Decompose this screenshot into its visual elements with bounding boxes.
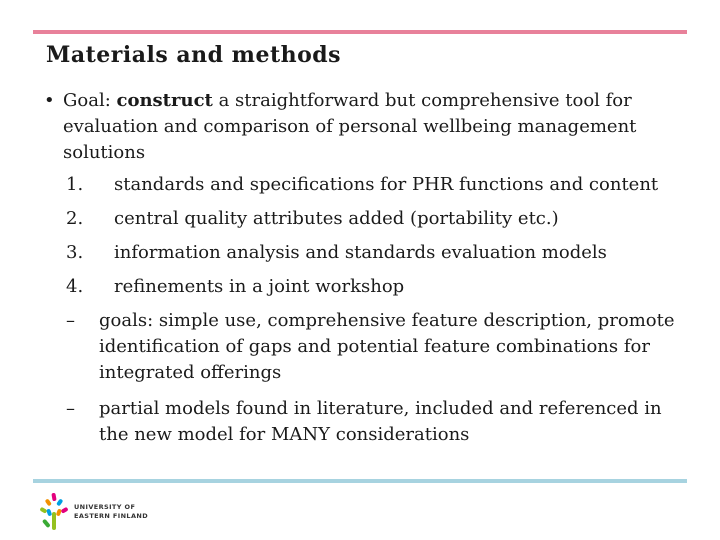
goal-rest: a straightforward but comprehensive tool for evaluation and comparison of personal wellbeing management solutions [63,90,637,163]
slide-title: Materials and methods [46,42,342,68]
slide-content [44,88,694,448]
dash-icon: – [66,310,75,331]
item-number: 2. [66,208,84,229]
item-number: 1. [66,174,84,195]
item-number: 3. [66,242,84,263]
goal-emphasis: construct [116,90,213,111]
dash-text: partial models found in literature, included and referenced in the new model for MANY considerations [99,398,662,445]
numbered-item [66,240,694,266]
logo-line-1: UNIVERSITY OF [74,503,136,511]
logo-text [74,503,148,521]
item-number: 4. [66,276,84,297]
item-text: refinements in a joint workshop [114,276,405,297]
numbered-item [66,206,694,232]
item-text: central quality attributes added (portability etc.) [114,208,559,229]
goal-text [63,88,694,166]
goal-prefix: Goal: [63,90,117,111]
bottom-divider [33,479,687,483]
numbered-item [66,172,694,198]
dash-icon: – [66,398,75,419]
item-text: information analysis and standards evaluation models [114,242,607,263]
flower-logo-icon [38,492,70,532]
dash-text: goals: simple use, comprehensive feature description, promote identification of gaps and potential feature combinations for integrated offerings [99,310,675,383]
bullet-dot-icon: • [44,90,55,111]
goal-bullet [44,88,694,166]
dash-item [66,396,694,448]
university-logo [38,492,148,532]
dash-item [66,308,694,386]
numbered-item [66,274,694,300]
top-divider [33,30,687,34]
logo-line-2: EASTERN FINLAND [74,512,149,520]
item-text: standards and specifications for PHR functions and content [114,174,659,195]
